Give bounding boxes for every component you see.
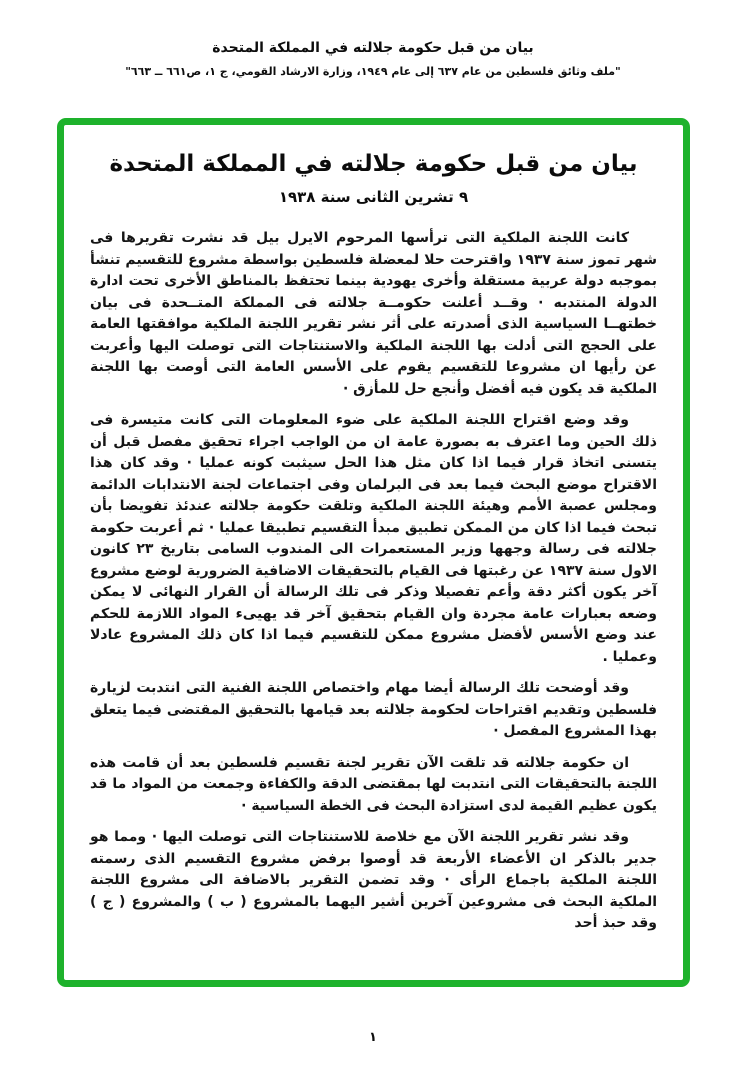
paragraph-3: وقد أوضحت تلك الرسالة أيضا مهام واختصاص اللجنة الفنية التى انتدبت لزيارة فلسطين وتقديم اقتراحات لحكومة جلالته بعد قيامها بالتحقيق المقتضى فيما يتعلق بهذا المشروع المفصل · bbox=[90, 680, 657, 739]
page-number: ١ bbox=[369, 1030, 377, 1045]
paragraph-2: وقد وضع اقتراح اللجنة الملكية على ضوء المعلومات التى كانت متيسرة فى ذلك الحين وما اعترف به بصورة عامة ان من الواجب اجراء تحقيق مفصل قبل أن يتسنى اتخاذ قرار فيما اذا كان مثل هذا الحل سيثبت كونه عمليا · وقد كان هذا الاقتراح موضع البحث فيما بعد فى البرلمان وفى اجتماعات لجنة الانتدابات الدائمة ومجلس عصبة الأمم وهيئة اللجنة الملكية وتلقت حكومة جلالته عندئذ تفويضا بأن تبحث فيما اذا كان من الممكن تطبيق مبدأ التقسيم تطبيقا عمليا · ثم أعربت حكومة جلالته فى رسالة وجهها وزير المستعمرات الى المندوب السامى بتاريخ ٢٣ كانون الاول سنة ١٩٣٧ عن رغبتها فى القيام بالتحقيقات الاضافية الضرورية لوضع مشروع آخر يكون أكثر دقة وأعم تفصيلا وذكر فى تلك الرسالة أن القرار النهائى لا يمكن وضعه بعبارات عامة مجردة وان القيام بتحقيق آخر قد يهيىء المواد اللازمة للحكم عند وضع الأسس لأفضل مشروع ممكن للتقسيم فيما اذا كان ذلك المشروع عادلا وعمليا . bbox=[90, 412, 657, 665]
document-body bbox=[64, 228, 683, 935]
paragraph-5: وقد نشر تقرير اللجنة الآن مع خلاصة للاستنتاجات التى توصلت اليها · ومما هو جدير بالذكر ان الأعضاء الأربعة قد أوصوا برفض مشروع التقسيم الذى رسمته اللجنة الملكية باجماع الرأى · وقد تضمن التقرير بالاضافة الى مشروع اللجنة الملكية البحث فى مشروعين آخرين أشير اليهما بالمشروع ( ب ) والمشروع ( ج ) وقد حبذ أحد bbox=[90, 829, 657, 931]
page-footer bbox=[0, 1026, 746, 1045]
paragraph-4: ان حكومة جلالته قد تلقت الآن تقرير لجنة تقسيم فلسطين بعد أن قامت هذه اللجنة بالتحقيقات التى انتدبت لها بمقتضى الدقة والكفاءة وجمعت من المواد ما قد يكون عظيم القيمة لدى استزادة البحث فى الخطة السياسية · bbox=[90, 754, 657, 814]
document-date: ٩ تشرين الثانى سنة ١٩٣٨ bbox=[278, 188, 469, 206]
page-header-source: "ملف وثائق فلسطين من عام ٦٣٧ إلى عام ١٩٤٩، وزارة الارشاد القومي، ج ١، ص٦٦١ ــ ٦٦٣" bbox=[125, 65, 621, 78]
page-header-title: بيان من قبل حكومة جلالته في المملكة المتحدة bbox=[212, 40, 534, 56]
paragraph-1: كانت اللجنة الملكية التى ترأسها المرحوم الايرل بيل قد نشرت تقريرها فى شهر تموز سنة ١٩٣٧ واقترحت حلا لمعضلة فلسطين بواسطة مشروع للتقسيم تنشأ بموجبه دولة عربية مستقلة وأخرى يهودية بينما تحتفظ بالمناطق الأخرى تحت ادارة الدولة المنتدبه · وقــد أعلنت حكومــة جلالته فى المملكة المتــحدة فى بيان خطتهــا السياسية الذى أصدرته على أثر نشر تقرير اللجنة الملكية موافقتها العامة على الحجج التى أدلت بها اللجنة الملكية والاستنتاجات التى توصلت اليها وأعربت عن رأيها ان مشروعا للتقسيم يقوم على الأسس العامة التى أوصت بها اللجنة الملكية قد يكون فيه أفضل وأنجع حل للمأزق · bbox=[90, 230, 658, 397]
page-header bbox=[0, 40, 746, 78]
document-frame bbox=[57, 118, 690, 987]
document-title: بيان من قبل حكومة جلالته في المملكة المتحدة bbox=[109, 151, 638, 177]
